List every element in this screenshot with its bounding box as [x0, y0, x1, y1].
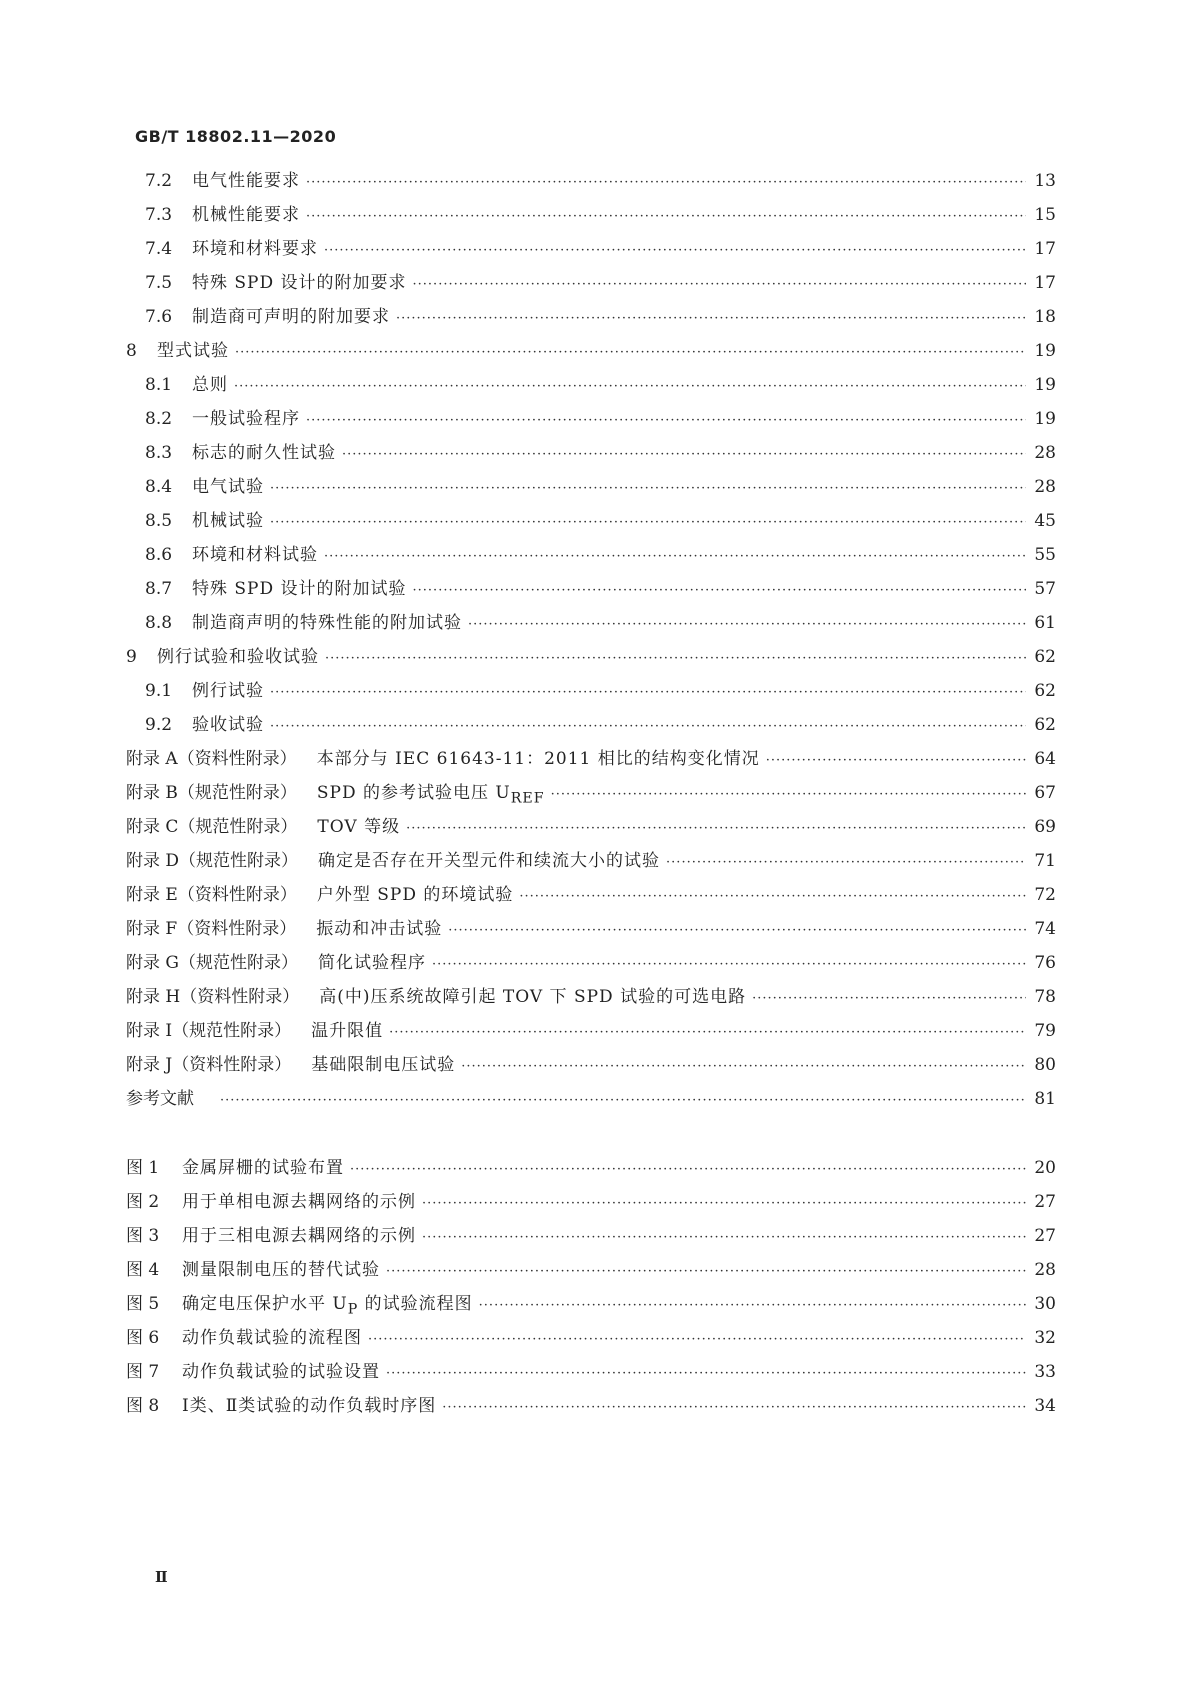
toc-leader-dots — [389, 1022, 1026, 1044]
toc-entry-title: 金属屏栅的试验布置 — [182, 1158, 344, 1178]
toc-entry-number: 图 3 — [126, 1226, 160, 1246]
toc-entry[interactable] — [126, 884, 1056, 906]
toc-entry-number: 附录 H（资料性附录） — [126, 987, 300, 1007]
toc-entry-number: 7.5 — [145, 273, 173, 293]
toc-entry-title: 例行试验和验收试验 — [157, 647, 319, 667]
toc-entry-number: 8.5 — [145, 511, 173, 531]
toc-leader-dots — [270, 512, 1026, 534]
toc-entry-page: 17 — [1034, 239, 1056, 259]
toc-entry-number: 9.1 — [145, 681, 173, 701]
toc-leader-dots — [306, 206, 1026, 228]
toc-entry[interactable] — [145, 510, 1056, 532]
toc-entry[interactable] — [126, 952, 1056, 974]
toc-entry-number: 7.2 — [145, 171, 173, 191]
toc-entry-number: 7.3 — [145, 205, 173, 225]
toc-entry[interactable] — [145, 238, 1056, 260]
toc-entry-title: 动作负载试验的试验设置 — [182, 1362, 380, 1382]
toc-entry-number: 附录 A（资料性附录） — [126, 749, 297, 769]
toc-entry-title: 特殊 SPD 设计的附加要求 — [192, 273, 407, 293]
toc-entry-title: SPD 的参考试验电压 $U_{REF}$ — [316, 783, 545, 807]
toc-entry-number: 图 1 — [126, 1158, 160, 1178]
toc-entry-page: 80 — [1034, 1055, 1056, 1075]
toc-entry-title: TOV 等级 — [317, 817, 401, 837]
toc-leader-dots — [422, 1193, 1026, 1215]
toc-entry[interactable] — [145, 408, 1056, 430]
toc-entry-title: 动作负载试验的流程图 — [182, 1328, 362, 1348]
toc-leader-dots — [342, 444, 1026, 466]
toc-leader-dots — [432, 954, 1026, 976]
toc-entry[interactable] — [145, 306, 1056, 328]
toc-entry-page: 18 — [1034, 307, 1056, 327]
toc-entry-number: 8.3 — [145, 443, 173, 463]
toc-entry[interactable] — [126, 1020, 1056, 1042]
toc-leader-dots — [234, 376, 1026, 398]
toc-entry-number: 7.4 — [145, 239, 173, 259]
toc-entry-title: 用于三相电源去耦网络的示例 — [182, 1226, 416, 1246]
toc-entry[interactable] — [145, 612, 1056, 634]
toc-entry-number: 图 8 — [126, 1396, 160, 1416]
toc-entry-number: 附录 C（规范性附录） — [126, 817, 298, 837]
toc-entry-title: 验收试验 — [192, 715, 264, 735]
toc-leader-dots — [413, 580, 1026, 602]
toc-leader-dots — [220, 1090, 1026, 1112]
toc-entry[interactable] — [126, 816, 1056, 838]
toc-entry-number: 附录 D（规范性附录） — [126, 851, 299, 871]
toc-entry-number: 附录 F（资料性附录） — [126, 919, 297, 939]
toc-leader-dots — [396, 308, 1026, 330]
toc-entry[interactable] — [145, 374, 1056, 396]
toc-entry-number: 附录 J（资料性附录） — [126, 1055, 292, 1075]
toc-leader-dots — [442, 1397, 1026, 1419]
toc-leader-dots — [422, 1227, 1026, 1249]
toc-entry-page: 69 — [1034, 817, 1056, 837]
toc-entry-number: 8.6 — [145, 545, 173, 565]
toc-leader-dots — [461, 1056, 1026, 1078]
toc-entry-page: 78 — [1034, 987, 1056, 1007]
toc-leader-dots — [479, 1295, 1026, 1317]
toc-entry-page: 71 — [1034, 851, 1056, 871]
toc-entry[interactable] — [126, 1225, 1056, 1247]
toc-leader-dots — [324, 240, 1026, 262]
toc-entry[interactable] — [126, 748, 1056, 770]
toc-entry-page: 62 — [1034, 681, 1056, 701]
toc-entry-title: 户外型 SPD 的环境试验 — [316, 885, 514, 905]
toc-leader-dots — [350, 1159, 1026, 1181]
toc-entry-page: 55 — [1034, 545, 1056, 565]
toc-entry[interactable] — [145, 272, 1056, 294]
toc-leader-dots — [324, 546, 1026, 568]
toc-entry-number: 8.2 — [145, 409, 173, 429]
toc-entry[interactable] — [145, 476, 1056, 498]
toc-entry-title: 标志的耐久性试验 — [192, 443, 336, 463]
toc-leader-dots — [306, 410, 1026, 432]
toc-entry-title: 制造商声明的特殊性能的附加试验 — [192, 613, 462, 633]
toc-entry-page: 19 — [1034, 341, 1056, 361]
toc-entry-number: 8.8 — [145, 613, 173, 633]
toc-entry-title: 总则 — [192, 375, 228, 395]
toc-entry-page: 20 — [1034, 1158, 1056, 1178]
toc-entry-page: 61 — [1034, 613, 1056, 633]
toc-leader-dots — [551, 784, 1026, 806]
toc-entry-page: 17 — [1034, 273, 1056, 293]
toc-entry[interactable] — [145, 544, 1056, 566]
toc-entry-number: 图 2 — [126, 1192, 160, 1212]
toc-entry-page: 19 — [1034, 409, 1056, 429]
toc-leader-dots — [235, 342, 1026, 364]
toc-leader-dots — [519, 886, 1026, 908]
toc-entry-title: 环境和材料要求 — [192, 239, 318, 259]
toc-leader-dots — [270, 716, 1026, 738]
toc-entry-title: 基础限制电压试验 — [311, 1055, 456, 1075]
toc-entry-title: 确定是否存在开关型元件和续流大小的试验 — [318, 851, 661, 871]
toc-entry[interactable] — [126, 918, 1056, 940]
toc-entry[interactable] — [126, 1293, 1056, 1318]
toc-entry-title: 高(中)压系统故障引起 TOV 下 SPD 试验的可选电路 — [319, 987, 747, 1007]
toc-leader-dots — [386, 1261, 1026, 1283]
page-number-footer: Ⅱ — [155, 1568, 168, 1586]
toc-entry-title: 确定电压保护水平 $U_P$ 的试验流程图 — [182, 1294, 473, 1318]
toc-entry-number: 图 5 — [126, 1294, 160, 1314]
toc-entry-number: 图 7 — [126, 1362, 160, 1382]
toc-entry-page: 28 — [1034, 1260, 1056, 1280]
toc-entry-title: 用于单相电源去耦网络的示例 — [182, 1192, 416, 1212]
toc-entry[interactable] — [126, 1259, 1056, 1281]
toc-entry-title: 环境和材料试验 — [192, 545, 318, 565]
toc-entry-number: 8.7 — [145, 579, 173, 599]
toc-entry-number: 图 4 — [126, 1260, 160, 1280]
toc-leader-dots — [406, 818, 1026, 840]
toc-entry[interactable] — [145, 170, 1056, 192]
document-header: GB/T 18802.11—2020 — [135, 127, 337, 146]
toc-entry-page: 62 — [1034, 647, 1056, 667]
toc-entry[interactable] — [126, 850, 1056, 872]
toc-entry-page: 72 — [1034, 885, 1056, 905]
toc-leader-dots — [448, 920, 1026, 942]
toc-entry[interactable] — [126, 1395, 1056, 1417]
toc-entry-number: 附录 B（规范性附录） — [126, 783, 297, 803]
toc-entry[interactable] — [126, 1054, 1056, 1076]
toc-entry-number: 附录 G（规范性附录） — [126, 953, 298, 973]
toc-entry-number: 9 — [126, 647, 137, 667]
toc-entry-title: 机械试验 — [192, 511, 264, 531]
toc-entry-number: 附录 I（规范性附录） — [126, 1021, 292, 1041]
toc-entry-page: 62 — [1034, 715, 1056, 735]
toc-leader-dots — [325, 648, 1026, 670]
toc-entry[interactable] — [126, 1088, 1056, 1110]
toc-entry-page: 33 — [1034, 1362, 1056, 1382]
toc-entry-page: 27 — [1034, 1192, 1056, 1212]
toc-entry-page: 64 — [1034, 749, 1056, 769]
toc-entry[interactable] — [126, 1361, 1056, 1383]
toc-entry-page: 67 — [1034, 783, 1056, 803]
toc-entry-title: 机械性能要求 — [192, 205, 300, 225]
toc-entry-title: 振动和冲击试验 — [316, 919, 443, 939]
toc-entry-title: 本部分与 IEC 61643-11：2011 相比的结构变化情况 — [316, 749, 760, 769]
toc-entry[interactable] — [126, 1327, 1056, 1349]
toc-leader-dots — [368, 1329, 1026, 1351]
toc-entry-page: 30 — [1034, 1294, 1056, 1314]
toc-entry[interactable] — [126, 986, 1056, 1008]
toc-entry-title: Ⅰ类、Ⅱ类试验的动作负载时序图 — [182, 1396, 437, 1416]
toc-entry-number: 8 — [126, 341, 137, 361]
toc-leader-dots — [270, 682, 1026, 704]
toc-entry-number: 图 6 — [126, 1328, 160, 1348]
toc-entry-page: 19 — [1034, 375, 1056, 395]
toc-leader-dots — [752, 988, 1026, 1010]
toc-entry[interactable] — [145, 714, 1056, 736]
toc-entry[interactable] — [126, 782, 1056, 807]
toc-entry-page: 32 — [1034, 1328, 1056, 1348]
toc-entry-page: 74 — [1034, 919, 1056, 939]
toc-entry-number: 8.4 — [145, 477, 173, 497]
toc-entry-page: 57 — [1034, 579, 1056, 599]
toc-leader-dots — [766, 750, 1026, 772]
toc-entry-title: 电气性能要求 — [192, 171, 300, 191]
toc-entry-number: 7.6 — [145, 307, 173, 327]
toc-entry[interactable] — [126, 1191, 1056, 1213]
toc-entry[interactable] — [126, 1157, 1056, 1179]
toc-entry[interactable] — [145, 578, 1056, 600]
toc-entry-title: 例行试验 — [192, 681, 264, 701]
toc-leader-dots — [386, 1363, 1026, 1385]
toc-leader-dots — [306, 172, 1026, 194]
toc-entry-page: 28 — [1034, 443, 1056, 463]
toc-leader-dots — [666, 852, 1026, 874]
toc-entry-number: 9.2 — [145, 715, 173, 735]
toc-entry-title: 特殊 SPD 设计的附加试验 — [192, 579, 407, 599]
toc-entry[interactable] — [145, 680, 1056, 702]
toc-entry-page: 28 — [1034, 477, 1056, 497]
toc-entry-page: 13 — [1034, 171, 1056, 191]
toc-entry-title: 制造商可声明的附加要求 — [192, 307, 390, 327]
toc-entry-title: 测量限制电压的替代试验 — [182, 1260, 380, 1280]
toc-entry-number: 附录 E（资料性附录） — [126, 885, 297, 905]
toc-entry-title: 温升限值 — [311, 1021, 384, 1041]
toc-entry[interactable] — [126, 340, 1056, 362]
toc-entry-title: 电气试验 — [192, 477, 264, 497]
toc-entry-page: 15 — [1034, 205, 1056, 225]
toc-leader-dots — [270, 478, 1026, 500]
toc-entry[interactable] — [126, 646, 1056, 668]
toc-entry-page: 34 — [1034, 1396, 1056, 1416]
toc-entry-title: 型式试验 — [157, 341, 229, 361]
toc-entry-page: 76 — [1034, 953, 1056, 973]
toc-entry-page: 81 — [1034, 1089, 1056, 1109]
toc-entry-number: 8.1 — [145, 375, 173, 395]
toc-entry[interactable] — [145, 442, 1056, 464]
toc-entry-title: 一般试验程序 — [192, 409, 300, 429]
toc-entry-page: 79 — [1034, 1021, 1056, 1041]
toc-entry-number: 参考文献 — [126, 1089, 194, 1109]
toc-entry-page: 45 — [1034, 511, 1056, 531]
toc-entry-title: 简化试验程序 — [317, 953, 426, 973]
toc-entry[interactable] — [145, 204, 1056, 226]
toc-leader-dots — [413, 274, 1026, 296]
toc-entry-page: 27 — [1034, 1226, 1056, 1246]
toc-leader-dots — [468, 614, 1026, 636]
